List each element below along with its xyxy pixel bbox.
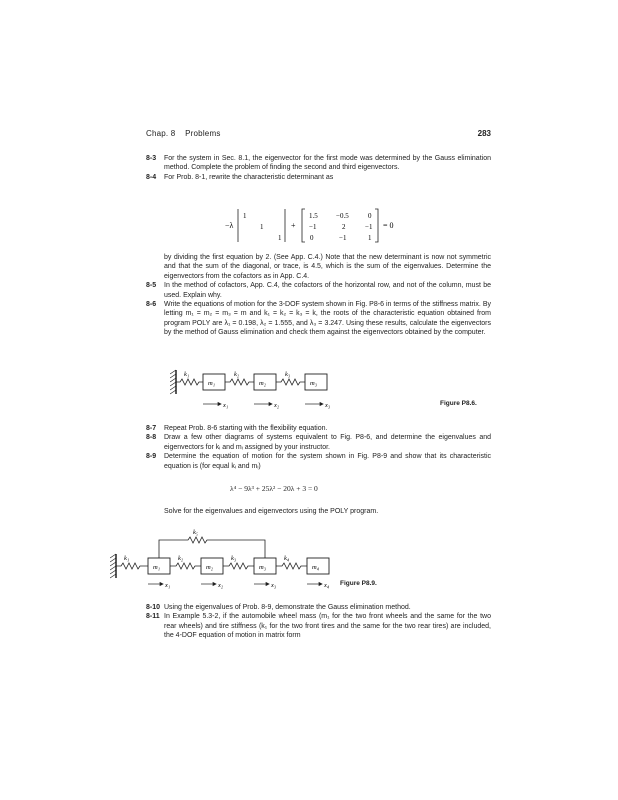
problem-8-9-cont — [146, 507, 491, 516]
identity-2: 1 — [260, 223, 264, 231]
problem-number: 8-8 — [146, 434, 157, 442]
figure-p8-6 — [170, 368, 500, 416]
disp-label-x3: x₃ — [325, 402, 331, 409]
spring-label-k4: k₄ — [284, 555, 290, 562]
problem-8-8 — [146, 433, 491, 452]
mass-label-m3: m₃ — [310, 380, 317, 387]
disp-label-x1: x₁ — [165, 582, 171, 589]
problem-number: 8-6 — [146, 301, 157, 309]
spring-label-k5: k₅ — [193, 529, 199, 536]
problems-block-1 — [146, 154, 491, 182]
identity-3: 1 — [278, 234, 282, 242]
problem-number: 8-3 — [146, 155, 157, 162]
m13: 0 — [368, 212, 372, 220]
problem-8-6 — [146, 300, 491, 338]
problem-8-10 — [146, 603, 491, 612]
running-head — [146, 129, 221, 138]
problem-number: 8-7 — [146, 425, 157, 432]
m31: 0 — [310, 234, 314, 242]
problem-text: Write the equations of motion for the 3-DOF system shown in Fig. P8-6 in terms of the stiffness matrix. By letting m₁ = m₂ = m₃ = m and k₁ = k₂ = k₃ = k, the roots of the characteristic equation obtained from program POLY are λ₁ = 0.198, λ₂ = 1.555, and λ₃ = 3.247. Using these results, calculate the eigenvectors by the method of Gauss elimination and check them against the eigenvectors obtained by the computer. — [164, 301, 491, 337]
problems-block-2 — [146, 253, 491, 338]
mass-label-m2: m₂ — [206, 564, 213, 571]
problem-number: 8-5 — [146, 282, 157, 290]
spring-label-k2: k₂ — [234, 371, 240, 378]
spring-label-k3: k₃ — [285, 371, 291, 378]
problems-block-4 — [146, 507, 491, 516]
problem-8-5 — [146, 281, 491, 300]
mass-label-m1: m₁ — [153, 564, 160, 571]
equals-zero: = 0 — [383, 221, 394, 230]
mass-label-m2: m₂ — [259, 380, 266, 387]
problem-text: Solve for the eigenvalues and eigenvectors using the POLY program. — [164, 508, 379, 515]
mass-label-m3: m₃ — [259, 564, 266, 571]
disp-label-x2: x₂ — [218, 582, 224, 589]
disp-label-x4: x₄ — [324, 582, 330, 589]
identity-1: 1 — [243, 212, 247, 220]
problem-8-9 — [146, 452, 491, 471]
m21: −1 — [309, 223, 317, 231]
determinant-equation — [225, 206, 425, 244]
problem-text: Repeat Prob. 8-6 starting with the flexibility equation. — [164, 425, 328, 432]
page-header — [146, 129, 491, 138]
disp-label-x3: x₃ — [271, 582, 277, 589]
problem-number: 8-4 — [146, 173, 157, 181]
problem-text: Determine the equation of motion for the system shown in Fig. P8-9 and show that its characteristic equation is (for equal kᵢ and mᵢ) — [164, 453, 491, 470]
m32: −1 — [339, 234, 347, 242]
spring-label-k2: k₂ — [178, 555, 184, 562]
problem-8-11 — [146, 612, 491, 640]
m11: 1.5 — [309, 212, 318, 220]
disp-label-x2: x₂ — [274, 402, 280, 409]
problem-text: In Example 5.3-2, if the automobile wheel mass (m₁ for the two front wheels and the same for the two rear wheels) and tire stiffness (k₁ for the two front tires and the same for the two rear tires) are included, the 4-DOF equation of motion in matrix form — [164, 613, 491, 640]
chapter-label: Chap. 8 — [146, 129, 176, 138]
problem-number: 8-11 — [146, 613, 160, 621]
spring-label-k1: k₁ — [184, 371, 190, 378]
problem-text: Draw a few other diagrams of systems equivalent to Fig. P8-6, and determine the eigenvalues and eigenvectors for kᵢ and mᵢ assigned by your instructor. — [164, 434, 491, 451]
figure-caption-p8-6: Figure P8.6. — [440, 400, 477, 407]
problems-block-3 — [146, 424, 491, 471]
problem-8-3 — [146, 154, 491, 173]
problems-block-5 — [146, 603, 491, 641]
mass-label-m1: m₁ — [208, 380, 215, 387]
problem-text: by dividing the first equation by 2. (See App. C.4.) Note that the new determinant is now not symmetric and that the sum of the diagonal, or trace, is 4.5, which is the sum of the eigenvalues. Determine the eigenvectors from the cofactors as in App. C.4. — [164, 254, 491, 280]
minus-lambda: −λ — [225, 221, 234, 230]
problem-number: 8-9 — [146, 453, 157, 461]
problem-text: Using the eigenvalues of Prob. 8-9, demonstrate the Gauss elimination method. — [164, 604, 411, 611]
problem-text: In the method of cofactors, App. C.4, the cofactors of the horizontal row, and not of the column, must be used. Explain why. — [164, 282, 491, 299]
m33: 1 — [368, 234, 372, 242]
problem-8-4-cont — [146, 253, 491, 281]
m23: −1 — [365, 223, 373, 231]
m22: 2 — [342, 223, 346, 231]
spring-label-k1: k₁ — [124, 555, 130, 562]
problem-8-7 — [146, 424, 491, 433]
problem-text: For Prob. 8-1, rewrite the characteristic determinant as — [164, 173, 334, 181]
page-number: 283 — [477, 129, 491, 138]
plus-sign: + — [291, 221, 296, 230]
problem-8-4 — [146, 173, 491, 182]
m12: −0.5 — [336, 212, 349, 220]
figure-caption-p8-9: Figure P8.9. — [340, 580, 377, 587]
problem-number: 8-10 — [146, 604, 161, 611]
disp-label-x1: x₁ — [223, 402, 229, 409]
characteristic-equation: λ⁴ − 9λ³ + 25λ² − 20λ + 3 = 0 — [230, 484, 318, 493]
figure-p8-9 — [110, 526, 490, 590]
section-title: Problems — [185, 129, 221, 138]
spring-label-k3: k₃ — [231, 555, 237, 562]
mass-label-m4: m₄ — [312, 564, 319, 571]
problem-text: For the system in Sec. 8.1, the eigenvector for the first mode was determined by the Gauss elimination method. Complete the problem of finding the second and third eigenvectors. — [164, 155, 491, 172]
